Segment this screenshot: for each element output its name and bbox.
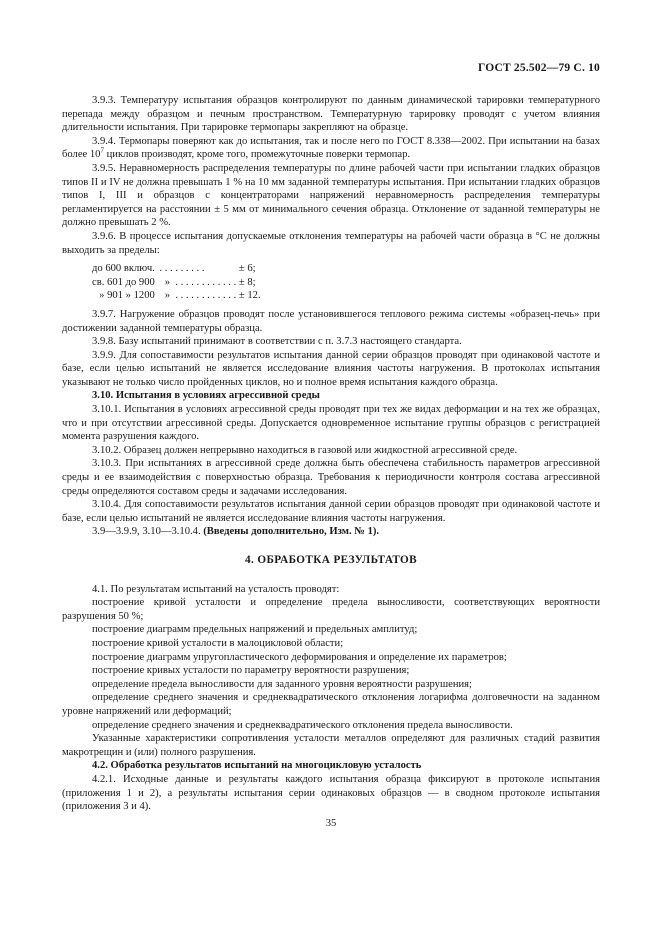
running-header: ГОСТ 25.502—79 С. 10 (477, 62, 600, 74)
range-cell: » 901 » 1200 (99, 290, 155, 302)
deviation-value: ± 6; (238, 263, 256, 275)
list-item: построение кривой усталости и определение предела выносливости, соответствующих вероятности разрушения 50 %; (62, 597, 600, 622)
list-item: определение предела выносливости для заданного уровня вероятности разрушения; (92, 678, 472, 690)
amendment-refs: 3.9—3.9.9, 3.10—3.10.4. (92, 526, 204, 538)
document-page (62, 0, 600, 936)
list-item: построение диаграмм предельных напряжений и предельных амплитуд; (92, 624, 418, 636)
section-title: 4. ОБРАБОТКА РЕЗУЛЬТАТОВ (245, 554, 417, 566)
paragraph-3-10-4: 3.10.4. Для сопоставимости результатов испытания данной серии образцов проводят при одинаковой частоте и базе, если целью испытаний не является исследование влияния частоты нагружения. (62, 499, 600, 524)
table-row (92, 262, 261, 276)
range-cell: св. 601 до 900 (92, 276, 155, 288)
amendment-note (62, 525, 600, 539)
leader-dots: » . . . . . . . . . . . . (156, 276, 239, 288)
amendment-text: (Введены дополнительно, Изм. № 1). (203, 526, 380, 538)
paragraph-3-10-3: 3.10.3. При испытаниях в агрессивной среде должна быть обеспечена стабильность параметров агрессивной среды и ее взаимодействия с поверхностью образца. Требования к периодичности контроля состава агрессивной среды определяются составом среды и задачами исследования. (62, 458, 600, 497)
paragraph-3-10-1: 3.10.1. Испытания в условиях агрессивной среды проводят при тех же видах деформации и на тех же образцах, что и при отсутствии агрессивной среды. Допускается одновременное испытание группы образцов с регистрацией момента разрушения каждого. (62, 404, 600, 443)
list-item: построение кривой усталости в малоцикловой области; (92, 637, 344, 649)
list-item: построение диаграмм упругопластического деформирования и определение их параметров; (92, 651, 507, 663)
subsection-heading-3-10: 3.10. Испытания в условиях агрессивной среды (92, 390, 320, 402)
leader-dots: » . . . . . . . . . . . . (156, 290, 239, 302)
deviation-value: ± 12. (238, 290, 261, 302)
temperature-deviation-table (92, 262, 261, 303)
paragraph-4-1: 4.1. По результатам испытаний на усталость проводят: (92, 583, 340, 595)
list-item: определение среднего значения и среднеквадратического отклонения логарифма долговечности на заданном уровне напряжений или деформаций; (62, 692, 600, 717)
paragraph-4-2-1: 4.2.1. Исходные данные и результаты каждого испытания образца фиксируют в протоколе испытания (приложения 1 и 2), а результаты испытания серии одинаковых образцов — в сводном протоколе испытания (приложения 3 и 4). (62, 773, 600, 813)
range-cell: до 600 включ. (92, 263, 155, 275)
superscript-exponent: 7 (100, 146, 104, 155)
paragraph-3-9-6: 3.9.6. В процессе испытания допускаемые отклонения температуры на рабочей части образца в °С не должны выходить за пределы: (62, 230, 600, 256)
leader-dots: . . . . . . . . . (156, 263, 208, 275)
page-body (62, 94, 600, 814)
subsection-heading-4-2: 4.2. Обработка результатов испытаний на многоцикловую усталость (92, 760, 422, 772)
paragraph-3-9-4 (62, 135, 600, 162)
paragraph-text: 3.9.4. Термопары поверяют как до испытания, так и после него по ГОСТ 8.338—2002. При испытании на базах более 10 (62, 135, 600, 161)
paragraph-4-1-tail: Указанные характеристики сопротивления усталости металлов определяют для различных стадий развития макротрещин и (или) полного разрушения. (62, 733, 600, 758)
paragraph-text: циклов производят, кроме того, промежуточные поверки термопар. (103, 149, 411, 161)
list-item: определение среднего значения и среднеквадратического отклонения предела выносливости. (92, 719, 513, 731)
paragraph-3-9-7: 3.9.7. Нагружение образцов проводят после установившегося теплового режима системы «образец-печь» при достижении заданной температуры образца. (62, 308, 600, 334)
paragraph-3-9-3: 3.9.3. Температуру испытания образцов контролируют по данным динамической тарировки температурного перепада между образцом и печным пространством. Температурную тарировку проводят с учетом влияния длительности испытания. При тарировке термопары закрепляют на образце. (62, 95, 600, 134)
table-row (92, 276, 261, 290)
paragraph-3-9-5: 3.9.5. Неравномерность распределения температуры по длине рабочей части при испытании гладких образцов типов II и IV не должна превышать 1 % на 10 мм заданной температуры испытания. При испытании гладких образцов типов I, III и образцов с концентраторами напряжений неравномерность распределения температуры регламентируется на расстоянии ± 5 мм от минимального сечения образца. Отклонение от заданной температуры не должно превышать 2 %. (62, 162, 600, 229)
list-item: построение кривых усталости по параметру вероятности разрушения; (92, 665, 410, 677)
deviation-value: ± 8; (238, 276, 256, 288)
paragraph-3-9-9: 3.9.9. Для сопоставимости результатов испытания данной серии образцов проводят при одинаковой частоте и базе, если целью испытаний не является исследование влияния частоты нагружения. В протоколах испытания указывают не только число пройденных циклов, но и полное время испытания каждого образца. (62, 349, 600, 388)
page-number: 35 (325, 818, 337, 829)
paragraph-3-10-2: 3.10.2. Образец должен непрерывно находиться в газовой или жидкостной агрессивной среде. (92, 444, 518, 456)
paragraph-3-9-8: 3.9.8. Базу испытаний принимают в соответствии с п. 3.7.3 настоящего стандарта. (92, 336, 462, 348)
table-row (92, 289, 261, 303)
